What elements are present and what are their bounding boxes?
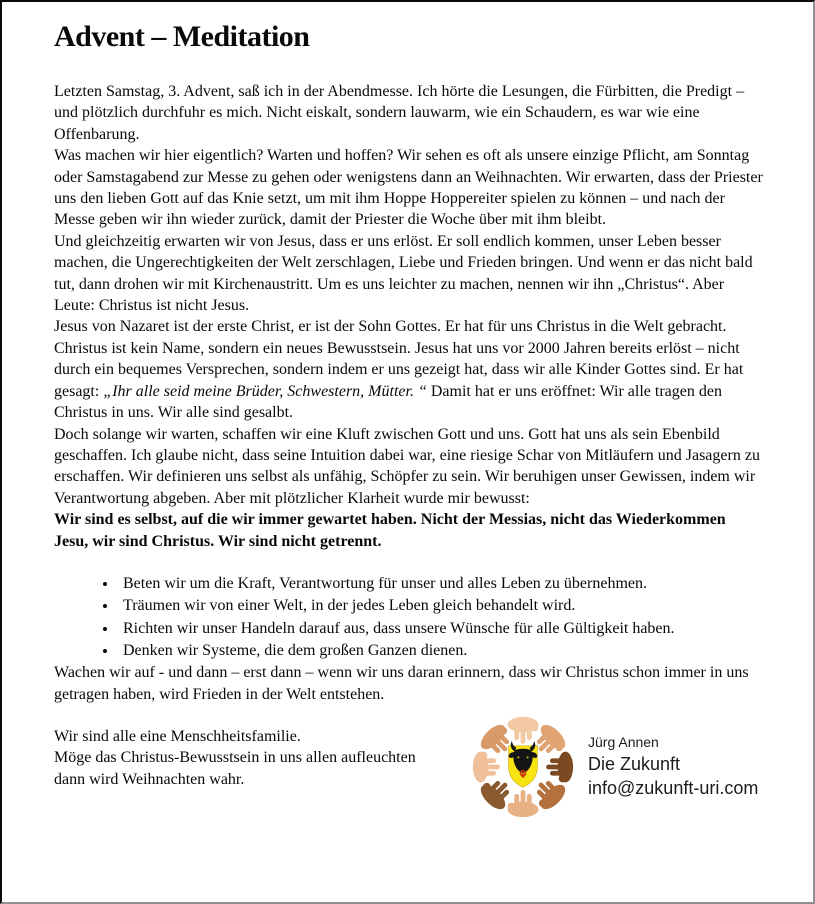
brand-block xyxy=(470,714,758,820)
paragraph-kluft: Doch solange wir warten, schaffen wir eine Kluft zwischen Gott und uns. Gott hat uns als sein Ebenbild geschaffen. Ich glaube nicht, dass seine Intuition dabei war, eine riesige Schar von Mitläufern und Jasagern zu erschaffen. Wir definieren uns selbst als unfähig, Schöpfer zu sein. Wir beruhigen unser Gewissen, indem wir Verantwortung abgeben. Aber mit plötzlicher Klarheit wurde mir bewusst: xyxy=(54,425,760,507)
jesus-quote: „Ihr alle seid meine Brüder, Schwestern, Mütter. “ xyxy=(103,382,427,400)
hands-circle-uri-bull-logo-icon xyxy=(470,714,576,820)
closing-line-2: Möge das Christus-Bewusstsein in uns allen aufleuchten xyxy=(54,749,416,767)
uri-bull-crest xyxy=(508,741,539,787)
paragraph-erloesung: Und gleichzeitig erwarten wir von Jesus, dass er uns erlöst. Er soll endlich kommen, unser Leben besser machen, die Ungerechtigkeiten der Welt zerschlagen, Liebe und Frieden bringen. Und wenn er das nicht bald tut, dann drohen wir mit Kirchenaustritt. Um es uns leichter zu machen, nennen wir ihn „Christus“. Aber Leute: Christus ist nicht Jesus. xyxy=(54,232,753,315)
contact-email: info@zukunft-uri.com xyxy=(588,777,759,798)
contact-name: Jürg Annen xyxy=(588,733,659,750)
bullet-item: • Denken wir Systeme, die dem großen Ganzen dienen. xyxy=(118,640,763,662)
contact-block xyxy=(588,714,758,799)
paragraph-nazaret xyxy=(54,316,763,423)
action-bullet-list xyxy=(54,573,763,662)
contact-organization: Die Zukunft xyxy=(588,753,681,774)
closing-line-3: dann wird Weihnachten wahr. xyxy=(54,770,245,788)
bold-statement: Wir sind es selbst, auf die wir immer gewartet haben. Nicht der Messias, nicht das Wiederkommen Jesu, wir sind Christus. Wir sind nicht getrennt. xyxy=(54,511,726,550)
paragraph-intro: Letzten Samstag, 3. Advent, saß ich in der Abendmesse. Ich hörte die Lesungen, die Fürbitten, die Predigt – und plötzlich durchfuhr es mich. Nicht eiskalt, sondern lauwarm, wie ein Schaudern, es war wie eine Offenbarung. xyxy=(54,83,745,143)
closing-line-1: Wir sind alle eine Menschheitsfamilie. xyxy=(54,727,301,745)
bullet-item: • Träumen wir von einer Welt, in der jedes Leben gleich behandelt wird. xyxy=(118,595,763,617)
page-content xyxy=(2,2,813,856)
bullet-item: • Beten wir um die Kraft, Verantwortung für unser und alles Leben zu übernehmen. xyxy=(118,573,763,595)
nazaret-text-before-quote: Jesus von Nazaret ist der erste Christ, er ist der Sohn Gottes. Er hat für uns Christus in die Welt gebracht. Christus ist kein Name, sondern ein neues Bewusstsein. Jesus hat uns vor 2000 Jahren bereits erlöst – nicht durch ein bequemes Versprechen, sondern indem er uns gezeigt hat, dass wir alle Kinder Gottes sind. Er hat gesagt: xyxy=(54,318,744,400)
bullet-item: • Richten wir unser Handeln darauf aus, dass unsere Wünsche für alle Gültigkeit haben. xyxy=(118,618,763,640)
footer-section xyxy=(54,726,763,856)
nazaret-text-after-quote: Damit hat er uns eröffnet: Wir alle tragen den Christus in uns. Wir alle sind gesalbt. xyxy=(54,382,722,422)
paragraph-warten: Was machen wir hier eigentlich? Warten und hoffen? Wir sehen es oft als unsere einzige Pflicht, am Sonntag oder Samstagabend zur Messe zu gehen oder wenigstens dann an Weihnachten. Wir erwarten, dass der Priester uns den lieben Gott auf das Knie setzt, um mit ihm Hoppe Hoppereiter spielen zu können – und nach der Messe geben wir ihn wieder zurück, damit der Priester die Woche über mit ihm bleibt. xyxy=(54,147,763,229)
page-title: Advent – Meditation xyxy=(54,20,310,53)
paragraph-aufwachen: Wachen wir auf - und dann – erst dann – wenn wir uns daran erinnern, dass wir Christus schon immer in uns getragen haben, wird Frieden in der Welt entstehen. xyxy=(54,664,749,703)
